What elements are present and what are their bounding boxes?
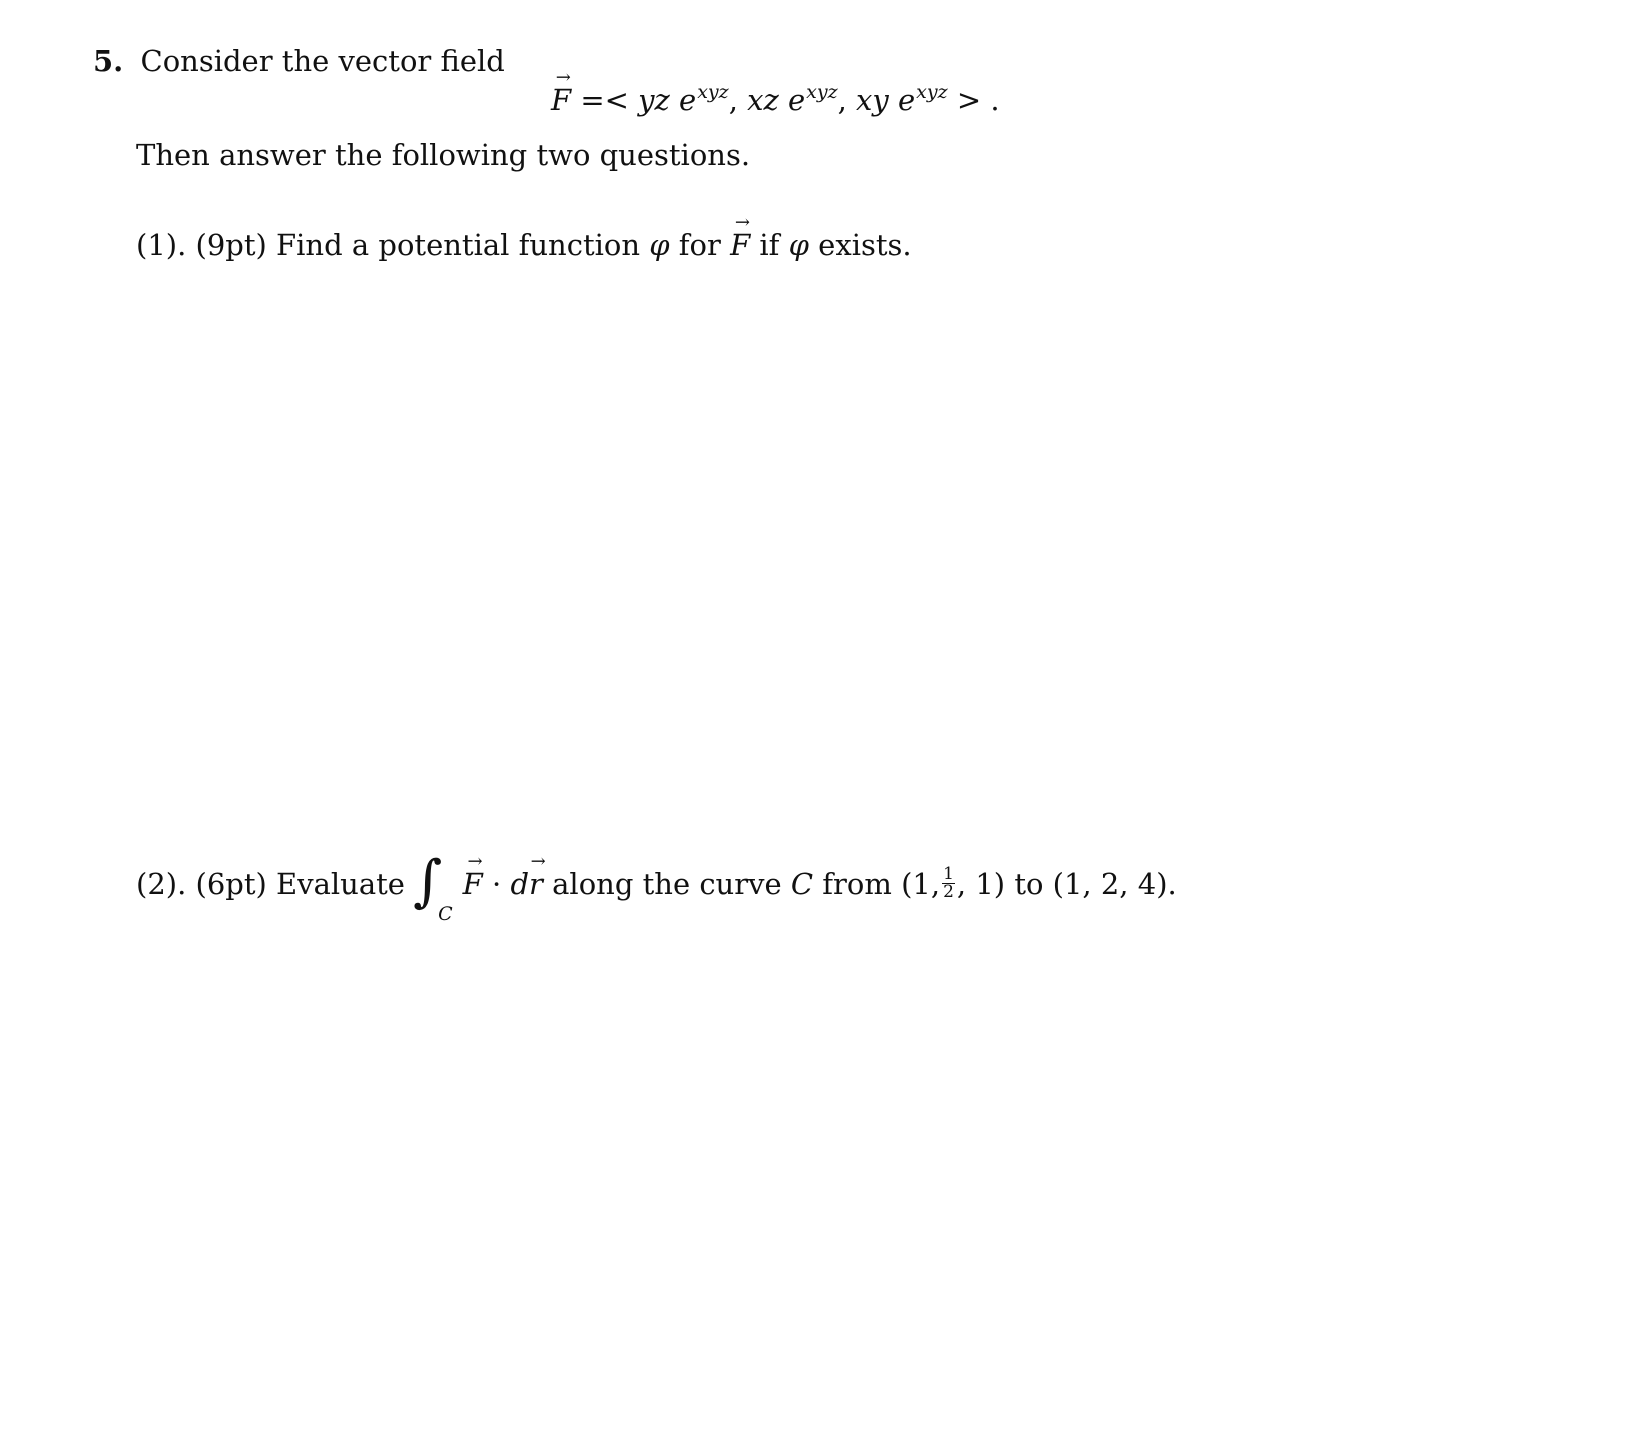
start-point: (1, $\frac{1}{2}$ , 1): [901, 863, 1006, 902]
problem-header: [93, 44, 505, 78]
part-1-text-4: exists.: [818, 228, 912, 262]
part-1-text-1: Find a potential function: [276, 228, 641, 262]
problem-number: 5.: [93, 44, 124, 78]
component-2-exponent: xyz: [806, 81, 838, 103]
part-1-label: (1).: [136, 228, 187, 262]
phi-symbol: φ: [649, 228, 670, 262]
part-1-text-3: if: [759, 228, 780, 262]
equation-close: > .: [947, 83, 1000, 117]
problem-instruction: Then answer the following two questions.: [136, 138, 751, 172]
separator-1: ,: [728, 83, 748, 117]
component-1: yz e: [638, 83, 697, 117]
differential-d: d: [510, 867, 530, 901]
component-3: xy e: [856, 83, 916, 117]
problem-intro: Consider the vector field: [140, 44, 505, 78]
separator-2: ,: [837, 83, 857, 117]
phi-symbol: φ: [788, 228, 809, 262]
component-3-exponent: xyz: [916, 81, 948, 103]
part-2-text-4: to: [1014, 867, 1044, 901]
part-2-text-3: from: [822, 867, 892, 901]
part-2-text-1: Evaluate: [276, 867, 405, 901]
part-1-points: (9pt): [195, 228, 267, 262]
vector-f-symbol: → F: [730, 212, 751, 262]
fraction-one-half: $\frac{1}{2}$: [943, 863, 954, 902]
vector-f-symbol: → F: [462, 851, 483, 901]
part-1-text-2: for: [678, 228, 721, 262]
equation-open: =<: [571, 83, 639, 117]
vector-f-symbol: → F: [551, 67, 572, 117]
part-2-label: (2).: [136, 867, 187, 901]
part-2-points: (6pt): [195, 867, 267, 901]
part-2-text-2: along the curve: [552, 867, 782, 901]
part-2-question: [136, 848, 1177, 925]
vector-r-symbol: → r: [529, 851, 546, 901]
integral-symbol: ∫: [412, 849, 443, 914]
dot-operator: ·: [482, 867, 511, 901]
integral-subscript: C: [438, 903, 453, 925]
end-point: (1, 2, 4).: [1052, 867, 1177, 901]
part-1-question: [136, 212, 912, 262]
vector-field-equation: [551, 67, 1000, 117]
component-2: xz e: [747, 83, 806, 117]
curve-symbol: C: [790, 867, 814, 901]
component-1-exponent: xyz: [697, 81, 729, 103]
